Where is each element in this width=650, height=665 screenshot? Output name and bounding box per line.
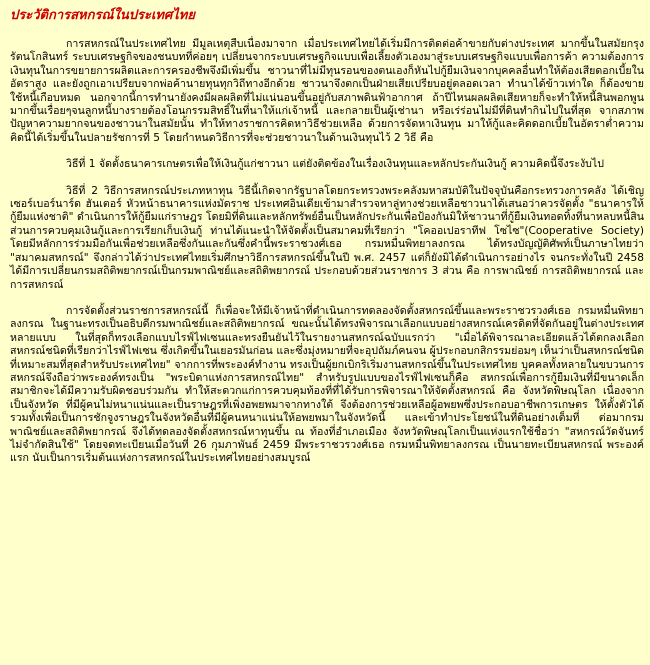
paragraph-cooperative-section: การจัดตั้งส่วนราชการสหกรณ์นี้ ก็เพื่อจะให้มีเจ้าหน้าที่ดำเนินการทดลองจัดตั้งสหกรณ์ขึ้นและพระราชวรวงศ์เธอ กรมหมื่นพิทยาลงกรณ ในฐานะทรงเป็นอธิบดีกรมพาณิชย์และสถิติพยากรณ์ ขณะนั้นได้ทรงพิจารณาเลือกแบบอย่างสหกรณ์เครดิตที่จัดกันอยู่ในต่างประเทศหลายแบบ ในที่สุดก็ทรงเลือกแบบไรฟ์ไฟเซนและทรงยืนยันไว้ในรายงานสหกรณ์ฉบับแรกว่า "เมื่อได้พิจารณาละเอียดแล้วได้ตกลงเลือกสหกรณ์ชนิดที่เรียกว่าไรฟ์ไฟเซน ซึ่งเกิดขึ้นในเยอรมันก่อน และซึ่งมุ่งหมายที่จะอุปถัมภ์คนจน ผู้ประกอบกสิกรรมย่อมๆ เห็นว่าเป็นสหกรณ์ชนิดที่เหมาะสมที่สุดสำหรับประเทศไทย" จากการที่พระองค์ทำงาน ทรงเป็นผู้ยกเบิกริเริ่มงานสหกรณ์ขึ้นในประเทศไทย บุคคลทั้งหลายในขบวนการสหกรณ์จึงถือว่าพระองค์ทรงเป็น "พระบิดาแห่งการสหกรณ์ไทย" สำหรับรูปแบบของไรฟ์ไฟเซนก็คือ สหกรณ์เพื่อการกู้ยืมเงินที่มีขนาดเล็ก สมาชิกจะได้มีความรับผิดชอบร่วมกัน ทำให้สะดวกแก่การควบคุมท้องที่ที่ได้รับการพิจารณาให้จัดตั้งสหกรณ์ คือ จังหวัดพิษณุโลก เนื่องจากเป็นจังหวัด ที่มีผู้คนไม่หนาแน่นและเป็นราษฎรที่เพิ่งอพยพมาจากทางใต้ จึงต้องการช่วยเหลือผู้อพยพซึ่งประกอบอาชีพการเกษตร ให้ตั้งตัวได้ รวมทั้งเพื่อเป็นการชักจูงราษฎรในจังหวัดอื่นที่มีผู้คนหนาแน่นให้อพยพมาในจังหวัดนี้ และเข้าทำประโยชน์ในที่ดินอย่างเต็มที่ ต่อมากรมพาณิชย์และสถิติพยากรณ์ จึงได้ทดลองจัดตั้งสหกรณ์หาทุนขึ้น ณ ท้องที่อำเภอเมือง จังหวัดพิษณุโลกเป็นแห่งแรกใช้ชื่อว่า "สหกรณ์วัดจันทร์ไม่จำกัดสินใช้" โดยจดทะเบียนเมื่อวันที่ 26 กุมภาพันธ์ 2459 มีพระราชวรวงศ์เธอ กรมหมื่นพิทยาลงกรณ เป็นนายทะเบียนสหกรณ์ พระองค์แรก นับเป็นการเริ่มต้นแห่งการสหกรณ์ในประเทศไทยอย่างสมบูรณ์ [10,304,644,465]
paragraph-method-1: วิธีที่ 1 จัดตั้งธนาคารเกษตรเพื่อให้เงินกู้แก่ชาวนา แต่ยังติดข้องในเรื่องเงินทุนและหลักประกันเงินกู้ ความคิดนี้จึงระงับไป [66,158,604,171]
paragraph-intro: การสหกรณ์ในประเทศไทย มีมูลเหตุสืบเนื่องมาจาก เมื่อประเทศไทยได้เริ่มมีการติดต่อค้าขายกับต่างประเทศ มากขึ้นในสมัยกรุงรัตนโกสินทร์ ระบบเศรษฐกิจของชนบทที่ค่อยๆ เปลี่ยนจากระบบเศรษฐกิจแบบเพื่อเลี้ยงตัวเองมาสู่ระบบเศรษฐกิจแบบเพื่อการค้า ความต้องการเงินทุนในการขยายการผลิตและการครองชีพจึงมีเพิ่มขึ้น ชาวนาที่ไม่มีทุนรอนของตนเองก็หันไปกู้ยืมเงินจากบุคคลอื่นทำให้ต้องเสียดอกเบี้ยในอัตราสูง และยังถูกเอาเปรียบจากพ่อค้านายทุนทุกวิถีทางอีกด้วย ชาวนาจึงตกเป็นฝ่ายเสียเปรียบอยู่ตลอดเวลา ทำนาได้ข้าวเท่าใด ก็ต้องขายใช้หนี้เกือบหมด นอกจากนี้การทำนายังคงมีผลผลิตที่ไม่แน่นอนขึ้นอยู่กับสภาพดินฟ้าอากาศ ถ้าปีไหนผลผลิตเสียหายก็จะทำให้หนี้สินพอกพูนมากขึ้นเรื่อยๆจนลูกหนี้บางรายต้องโอนกรรมสิทธิ์ในที่นาให้แก่เจ้าหนี้ และกลายเป็นผู้เช่านา หรือเร่ร่อนไม่มีที่ดินทำกินไปในที่สุด จากสภาพปัญหาความยากจนของชาวนาในสมัยนั้น ทำให้ทางราชการคิดหาวิธีช่วยเหลือ ด้วยการจัดหาเงินทุน มาให้กู้และคิดดอกเบี้ยในอัตราต่ำความคิดนี้ได้เริ่มขึ้นในปลายรัชการที่ 5 โดยกำหนดวิธีการที่จะช่วยชาวนาในด้านเงินทุนไว้ 2 วิธี คือ [10,38,644,144]
page-title: ประวัติการสหกรณ์ในประเทศไทย [10,8,195,23]
paragraph-method-2: วิธีที่ 2 วิธีการสหกรณ์ประเภทหาทุน วิธีนี้เกิดจากรัฐบาลโดยกระทรวงพระคลังมหาสมบัติในปัจจุบันคือกระทรวงการคลัง ได้เชิญเซอร์เบอร์นาร์ด ฮันเตอร์ หัวหน้าธนาคารแห่งมัดราช ประเทศอินเดียเข้ามาสำรวจหาลู่ทางช่วยเหลือชาวนาได้เสนอว่าควรจัดตั้ง "ธนาคารให้กู้ยืมแห่งชาติ" ดำเนินการให้กู้ยืมแก่ราษฎร โดยมิที่ดินและหลักทรัพย์อื่นเป็นหลักประกันเพื่อป้องกันมิให้ชาวนาที่กู้ยืมเงินทอดทิ้งที่นาหลบหนี้สิน ส่วนการควบคุมเงินกู้และการเรียกเก็บเงินกู้ ท่านได้แนะนำให้จัดตั้งเป็นสมาคมที่เรียกว่า "โคออเปอราทีฟ โซไซ"(Cooperative Society) โดยมีหลักการร่วมมือกันเพื่อช่วยเหลือซึ่งกันและกันซึ่งคำนี้พระราชวงศ์เธอ กรมหมื่นพิทยาลงกรณ ได้ทรงบัญญัติศัพท์เป็นภาษาไทยว่า "สมาคมสหกรณ์" จึงกล่าวได้ว่าประเทศไทยเริ่มศึกษาวิธีการสหกรณ์ขึ้นในปี พ.ศ. 2457 แต่ก็ยังมิได้ดำเนินการอย่างไร จนกระทั่งในปี 2458 ได้มีการเปลี่ยนกรมสถิติพยากรณ์เป็นกรมพาณิชย์และสถิติพยากรณ์ ประกอบด้วยส่วนราชการ 3 ส่วน คือ การพาณิชย์ การสถิติพยากรณ์ และการสหกรณ์ [10,184,644,291]
